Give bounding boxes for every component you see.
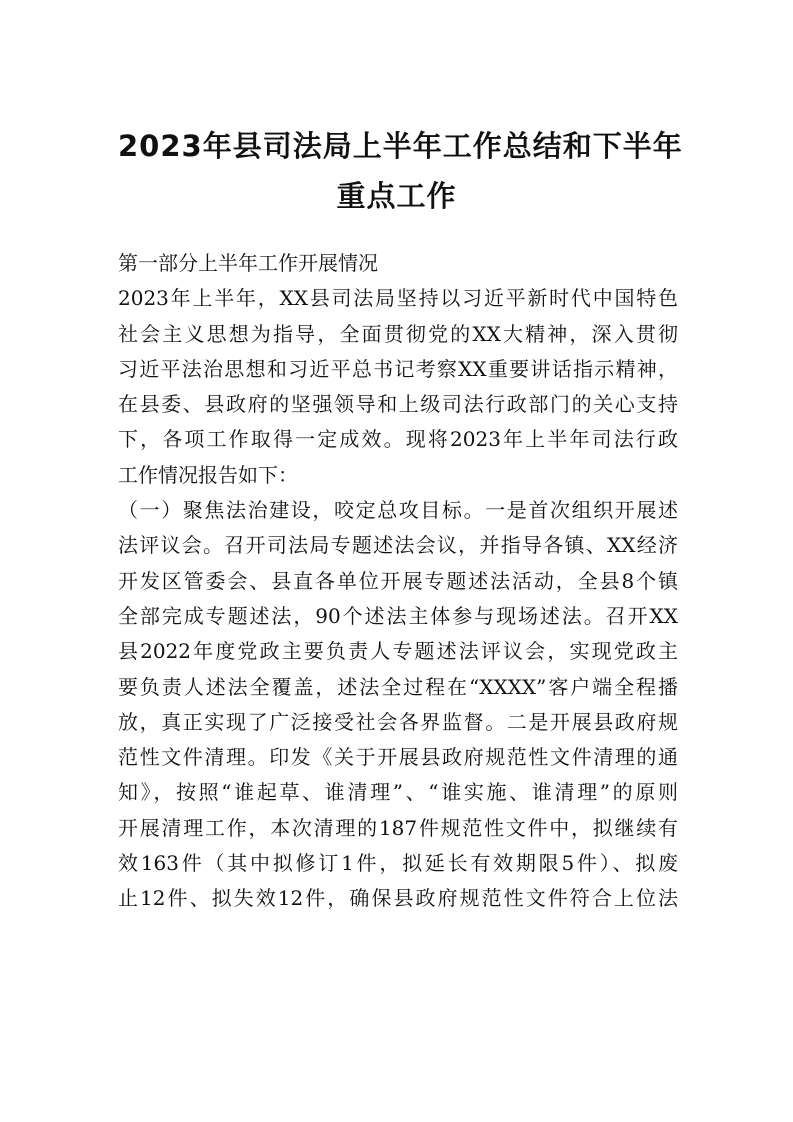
paragraph-line: （一）聚焦法治建设，咬定总攻目标。一是首次组织开展述 <box>118 498 678 523</box>
paragraph-line: 在县委、县政府的坚强领导和上级司法行政部门的关心支持 <box>118 392 678 417</box>
paragraph-line: 法评议会。召开司法局专题述法会议，并指导各镇、XX经济 <box>118 533 678 558</box>
paragraph-line: 习近平法治思想和习近平总书记考察XX重要讲话指示精神， <box>118 356 678 381</box>
section-heading: 第一部分上半年工作开展情况 <box>118 251 378 275</box>
paragraph-line: 放，真正实现了广泛接受社会各界监督。二是开展县政府规 <box>118 709 678 734</box>
paragraph-line: 范性文件清理。印发《关于开展县政府规范性文件清理的通 <box>118 745 678 770</box>
document-title-line-1: 2023年县司法局上半年工作总结和下半年 <box>118 129 683 163</box>
paragraph-line: 社会主义思想为指导，全面贯彻党的XX大精神，深入贯彻 <box>118 321 678 346</box>
paragraph-line: 下，各项工作取得一定成效。现将2023年上半年司法行政 <box>118 427 678 452</box>
paragraph-line: 县2022年度党政主要负责人专题述法评议会，实现党政主 <box>118 639 678 664</box>
paragraph-line: 知》，按照“谁起草、谁清理”、“谁实施、谁清理”的原则 <box>118 780 678 805</box>
paragraph-line: 工作情况报告如下： <box>118 462 298 487</box>
paragraph-line: 2023年上半年，XX县司法局坚持以习近平新时代中国特色 <box>118 286 678 311</box>
paragraph-line: 止12件、拟失效12件，确保县政府规范性文件符合上位法 <box>118 886 678 911</box>
paragraph-line: 开展清理工作，本次清理的187件规范性文件中，拟继续有 <box>118 815 678 840</box>
document-body <box>118 246 678 917</box>
paragraph-line: 效163件（其中拟修订1件，拟延长有效期限5件）、拟废 <box>118 851 678 876</box>
paragraph-line: 要负责人述法全覆盖，述法全过程在“XXXX”客户端全程播 <box>118 674 678 699</box>
paragraph-line: 开发区管委会、县直各单位开展专题述法活动，全县8个镇 <box>118 568 678 593</box>
paragraph-line: 全部完成专题述法，90个述法主体参与现场述法。召开XX <box>118 603 678 628</box>
document-title-line-2: 重点工作 <box>336 179 457 213</box>
